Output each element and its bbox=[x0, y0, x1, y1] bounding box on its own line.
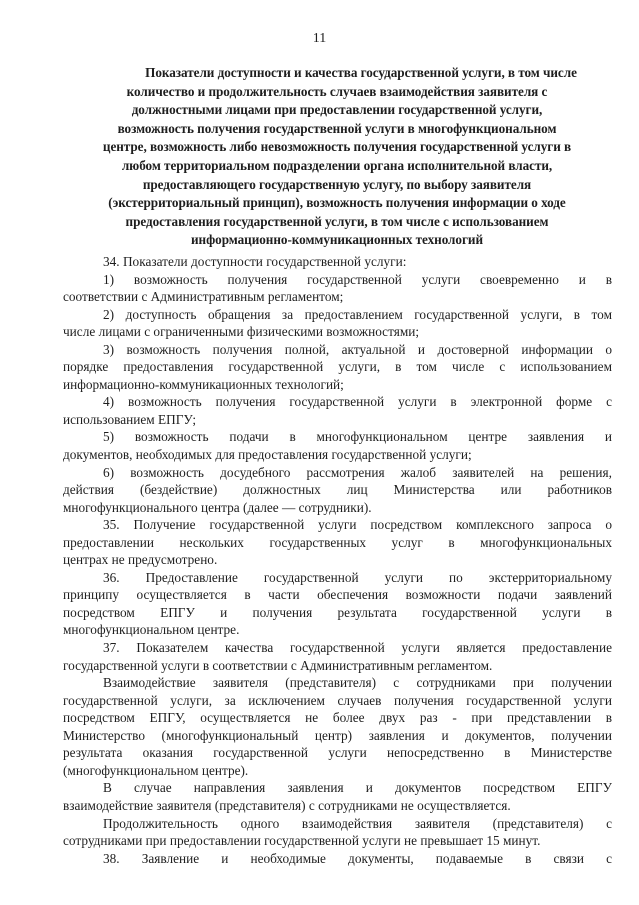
paragraph-35-line: центрах не предусмотрено. bbox=[63, 552, 218, 568]
list-item-3-line: информационно-коммуникационных технологий; bbox=[63, 376, 344, 392]
list-item-4-line: 4) возможность получения государственной услуги в электронной форме с bbox=[103, 394, 612, 410]
paragraph-35-line: предоставлении нескольких государственных услуг в многофункциональных bbox=[63, 534, 612, 550]
list-item-1-line: соответствии с Административным регламентом; bbox=[63, 289, 344, 305]
duration-paragraph-line: сотрудниками при предоставлении государственной услуги не превышает 15 минут. bbox=[63, 833, 541, 849]
heading-line: Показатели доступности и качества государственной услуги, в том числе bbox=[145, 65, 577, 80]
interaction-paragraph-line: результата оказания государственной услуги непосредственно в Министерстве bbox=[63, 745, 612, 761]
paragraph-37-line: государственной услуги в соответствии с Административным регламентом. bbox=[63, 657, 493, 673]
paragraph-36-line: 36. Предоставление государственной услуги по экстерриториальному bbox=[103, 569, 612, 585]
list-item-2-line: 2) доступность обращения за предоставлением государственной услуги, в том bbox=[103, 306, 612, 322]
paragraph-36-line: многофункциональном центре. bbox=[63, 622, 240, 638]
heading-line: предоставляющего государственную услугу, по выбору заявителя bbox=[142, 176, 532, 192]
section-heading bbox=[62, 64, 612, 250]
list-item-3-line: порядке предоставления государственной услуги, в том числе с использованием bbox=[63, 359, 612, 375]
duration-paragraph-line: Продолжительность одного взаимодействия заявителя (представителя) с bbox=[103, 815, 612, 831]
paragraph-38-line: 38. Заявление и необходимые документы, подаваемые в связи с bbox=[103, 850, 612, 866]
list-item-3-line: 3) возможность получения полной, актуальной и достоверной информации о bbox=[103, 341, 612, 357]
heading-line: центре, возможность либо невозможность получения государственной услуги в bbox=[102, 139, 572, 155]
interaction-paragraph-line: посредством ЕПГУ, осуществляется не более двух раз - при представлении в bbox=[63, 710, 612, 726]
interaction-paragraph-line: Министерство (многофункциональный центр) заявления и документов, получении bbox=[63, 727, 612, 743]
list-item-6-line: многофункционального центра (далее — сотрудники). bbox=[63, 499, 372, 515]
list-item-2-line: числе лицами с ограниченными физическими возможностями; bbox=[63, 324, 420, 340]
paragraph-36-line: посредством ЕПГУ и получения результата государственной услуги в bbox=[63, 604, 612, 620]
heading-line: количество и продолжительность случаев взаимодействия заявителя с bbox=[126, 83, 548, 99]
page-number: 11 bbox=[312, 31, 327, 46]
heading-line: любом территориальном подразделении органа исполнительной власти, bbox=[121, 157, 553, 173]
epgu-paragraph-line: взаимодействие заявителя (представителя) с сотрудниками не осуществляется. bbox=[63, 797, 511, 813]
list-item-6-line: действия (бездействие) должностных лиц Министерства или работников bbox=[63, 482, 612, 498]
heading-line: (экстерриториальный принцип), возможность получения информации о ходе bbox=[108, 195, 566, 211]
paragraph-37-line: 37. Показателем качества государственной услуги является предоставление bbox=[103, 640, 612, 656]
list-item-5-line: документов, необходимых для предоставления государственной услуги; bbox=[63, 447, 472, 463]
epgu-paragraph-line: В случае направления заявления и документов посредством ЕПГУ bbox=[103, 780, 612, 796]
list-item-6-line: 6) возможность досудебного рассмотрения жалоб заявителей на решения, bbox=[103, 464, 612, 480]
heading-line: информационно-коммуникационных технологий bbox=[190, 232, 483, 248]
body-text bbox=[63, 253, 612, 867]
paragraph-35-line: 35. Получение государственной услуги посредством комплексного запроса о bbox=[103, 517, 612, 533]
paragraph-36-line: принципу осуществляется в части обеспечения возможности подачи заявлений bbox=[63, 587, 612, 603]
paragraph-34-intro: 34. Показатели доступности государственной услуги: bbox=[103, 254, 407, 269]
list-item-1-line: 1) возможность получения государственной услуги своевременно и в bbox=[103, 271, 612, 287]
list-item-4-line: использованием ЕПГУ; bbox=[63, 411, 197, 427]
heading-line: должностными лицами при предоставлении государственной услуги, bbox=[131, 102, 543, 118]
heading-line: предоставления государственной услуги, в том числе с использованием bbox=[125, 213, 549, 229]
list-item-5-line: 5) возможность подачи в многофункциональном центре заявления и bbox=[103, 429, 612, 445]
interaction-paragraph-line: Взаимодействие заявителя (представителя) с сотрудниками при получении bbox=[103, 675, 612, 691]
interaction-paragraph-line: государственной услуги, за исключением случаев получения государственной услуги bbox=[63, 692, 612, 708]
heading-line: возможность получения государственной услуги в многофункциональном bbox=[117, 120, 557, 136]
interaction-paragraph-line: (многофункциональном центре). bbox=[63, 762, 249, 778]
